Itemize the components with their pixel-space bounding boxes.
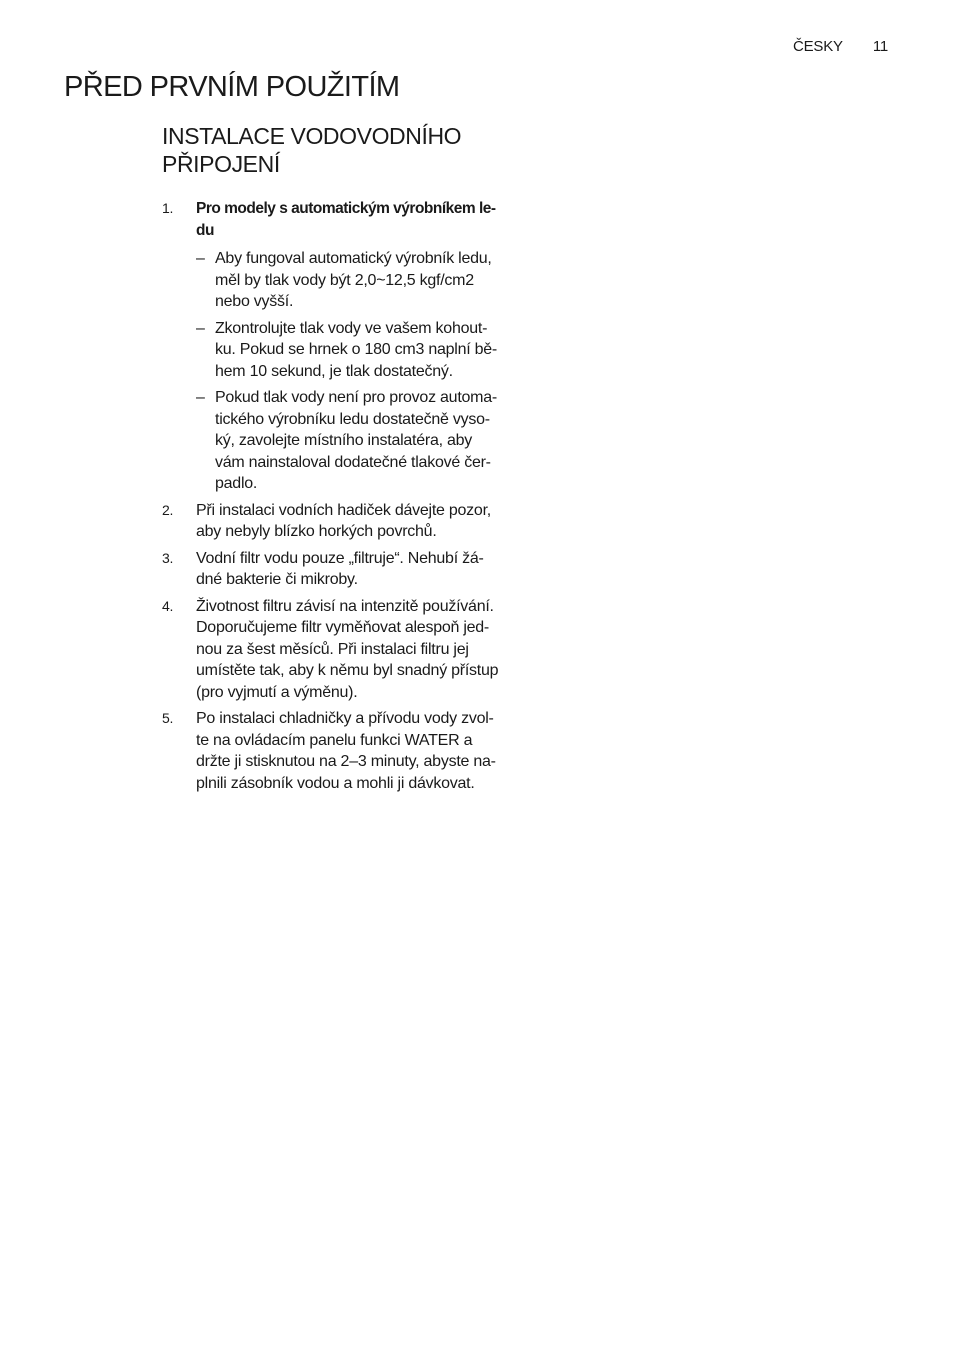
list-item xyxy=(162,596,522,704)
page-header xyxy=(793,38,888,55)
list-item xyxy=(162,708,522,794)
step-number: 5. xyxy=(162,710,174,726)
list-item xyxy=(162,548,522,591)
section-title-line: PŘIPOJENÍ xyxy=(162,151,280,177)
sub-list xyxy=(196,248,522,495)
step-text: Po instalaci chladničky a přívodu vody zvol- te na ovládacím panelu funkci WATER a držte ji stisknutou na 2–3 minuty, abyste na- plnili zásobník vodou a mohli ji dávkovat. xyxy=(196,710,496,792)
dash-bullet: – xyxy=(196,389,205,406)
dash-bullet: – xyxy=(196,319,205,337)
list-item xyxy=(162,500,522,543)
step-number: 3. xyxy=(162,549,174,566)
list-item xyxy=(196,248,522,313)
step-text: Při instalaci vodních hadiček dávejte pozor, aby nebyly blízko horkých povrchů. xyxy=(196,501,491,540)
step-text: Vodní filtr vodu pouze „filtruje“. Nehubí žá- dné bakterie či mikroby. xyxy=(196,549,484,588)
sub-text: Zkontrolujte tlak vody ve vašem kohout- ku. Pokud se hrnek o 180 cm3 naplní bě- hem 10 sekund, je tlak dostatečný. xyxy=(215,319,497,380)
page-number: 11 xyxy=(872,38,888,55)
list-item xyxy=(196,318,522,383)
section-title xyxy=(162,122,522,178)
water-connection-section xyxy=(162,122,522,799)
list-item xyxy=(162,198,522,495)
dash-bullet: – xyxy=(196,250,205,267)
list-item xyxy=(196,387,522,495)
sub-text: Pokud tlak vody není pro provoz automa- tického výrobníku ledu dostatečně vyso- ký, zavolejte místního instalatéra, aby vám nainstaloval dodatečné tlakové čer- padlo. xyxy=(215,389,497,492)
page-title: PŘED PRVNÍM POUŽITÍM xyxy=(64,71,400,103)
instruction-list xyxy=(162,198,522,794)
language-label: ČESKY xyxy=(793,38,843,55)
step-number: 1. xyxy=(162,200,174,216)
step-number: 4. xyxy=(162,597,174,614)
step-text: Životnost filtru závisí na intenzitě používání. Doporučujeme filtr vyměňovat alespoň jed- nou za šest měsíců. Při instalaci filtru jej umístěte tak, aby k němu byl snadný přístup (pro vyjmutí a výměnu). xyxy=(196,597,499,701)
section-title-line: INSTALACE VODOVODNÍHO xyxy=(162,123,462,149)
sub-text: Aby fungoval automatický výrobník ledu, měl by tlak vody být 2,0~12,5 kgf/cm2 nebo vyšší. xyxy=(215,250,492,310)
step-text: Pro modely s automatickým výrobníkem le- du xyxy=(196,200,496,239)
step-number: 2. xyxy=(162,501,174,518)
